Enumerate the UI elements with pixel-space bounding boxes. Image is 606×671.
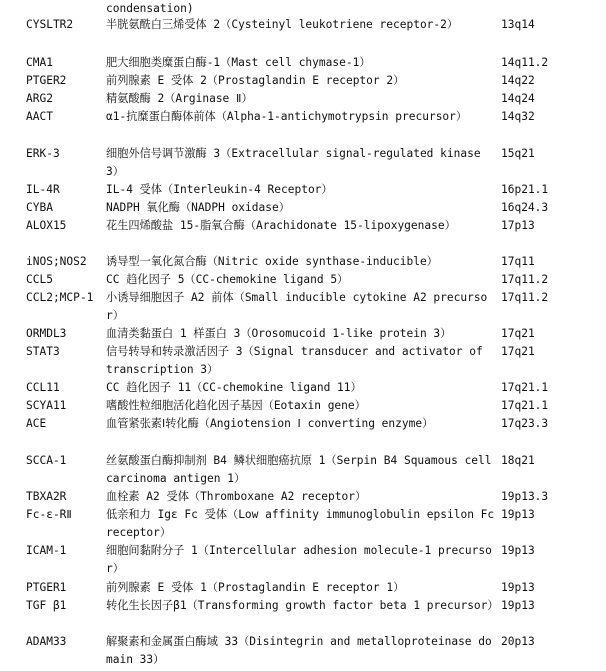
chromosome-location: 13q14: [501, 18, 535, 31]
chromosome-location: 15q21: [501, 147, 535, 160]
chromosome-location: 14q24: [501, 92, 535, 105]
chromosome-location: 14q32: [501, 110, 535, 123]
gene-symbol: Fc-ε-RⅡ: [26, 508, 72, 521]
gene-symbol: PTGER2: [26, 74, 67, 87]
gene-description: 低亲和力 Igε Fc 受体（Low affinity immunoglobulin epsilon Fc receptor）: [106, 508, 501, 539]
gene-description: NADPH 氧化酶（NADPH oxidase）: [106, 201, 290, 214]
gene-description: 血管紧张素Ⅰ转化酶（Angiotension Ⅰ converting enzyme）: [106, 417, 434, 430]
gene-description: 前列腺素 E 受体 1（Prostaglandin E receptor 1）: [106, 581, 405, 594]
chromosome-location: 18q21: [501, 454, 535, 467]
gene-description: 转化生长因子β1（Transforming growth factor beta 1 precursor）: [106, 599, 499, 612]
chromosome-location: 19p13.3: [501, 490, 549, 503]
gene-description: 诱导型一氧化氮合酶（Nitric oxide synthase-inducible）: [106, 255, 438, 268]
gene-description: 花生四烯酸盐 15-脂氧合酶（Arachidonate 15-lipoxygenase）: [106, 219, 456, 232]
chromosome-location: 17q11: [501, 255, 535, 268]
gene-symbol: ADAM33: [26, 635, 67, 648]
gene-symbol: ACE: [26, 417, 47, 430]
gene-description: 小诱导细胞因子 A2 前体（Small inducible cytokine A2 precursor）: [106, 291, 488, 322]
chromosome-location: 17q21.1: [501, 399, 549, 412]
gene-symbol: TBXA2R: [26, 490, 67, 503]
gene-symbol: AACT: [26, 110, 53, 123]
gene-symbol: CCL11: [26, 381, 60, 394]
gene-description: 肥大细胞类糜蛋白酶-1（Mast cell chymase-1）: [106, 56, 371, 69]
chromosome-location: 17q21.1: [501, 381, 549, 394]
gene-symbol: ERK-3: [26, 147, 60, 160]
chromosome-location: 19p13: [501, 508, 535, 521]
chromosome-location: 19p13: [501, 581, 535, 594]
gene-description: CC 趋化因子 5（CC-chemokine ligand 5）: [106, 273, 349, 286]
chromosome-location: 19p13: [501, 599, 535, 612]
chromosome-location: 14q22: [501, 74, 535, 87]
gene-symbol: CYBA: [26, 201, 53, 214]
gene-description: IL-4 受体（Interleukin-4 Receptor）: [106, 183, 333, 196]
gene-description: α1-抗糜蛋白酶体前体（Alpha-1-antichymotrypsin precursor）: [106, 110, 468, 123]
gene-symbol: ICAM-1: [26, 544, 67, 557]
chromosome-location: 14q11.2: [501, 56, 549, 69]
chromosome-location: 16q24.3: [501, 201, 549, 214]
gene-description: 解聚素和金属蛋白酶域 33（Disintegrin and metalloproteinase domain 33）: [106, 635, 492, 666]
gene-description: 血栓素 A2 受体（Thromboxane A2 receptor）: [106, 490, 367, 503]
gene-description: 丝氨酸蛋白酶抑制剂 B4 鳞状细胞癌抗原 1（Serpin B4 Squamous cell carcinoma antigen 1）: [106, 454, 499, 485]
chromosome-location: 17p13: [501, 219, 535, 232]
chromosome-location: 17q23.3: [501, 417, 549, 430]
gene-symbol: SCYA11: [26, 399, 67, 412]
gene-symbol: ORMDL3: [26, 327, 67, 340]
gene-symbol: STAT3: [26, 345, 60, 358]
gene-description: condensation): [106, 2, 194, 15]
gene-description: 细胞外信号调节激酶 3（Extracellular signal-regulated kinase 3）: [106, 147, 488, 178]
chromosome-location: 17q11.2: [501, 291, 549, 304]
gene-description: CC 趋化因子 11（CC-chemokine ligand 11）: [106, 381, 362, 394]
chromosome-location: 16p21.1: [501, 183, 549, 196]
chromosome-location: 17q21: [501, 327, 535, 340]
gene-description: 精氨酸酶 2（Arginase Ⅱ）: [106, 92, 253, 105]
chromosome-location: 20p13: [501, 635, 535, 648]
chromosome-location: 17q21: [501, 345, 535, 358]
gene-description: 嗜酸性粒细胞活化趋化因子基因（Eotaxin gene）: [106, 399, 366, 412]
gene-symbol: SCCA-1: [26, 454, 67, 467]
gene-symbol: CCL2;MCP-1: [26, 291, 94, 304]
gene-symbol: CMA1: [26, 56, 53, 69]
gene-symbol: CYSLTR2: [26, 18, 74, 31]
gene-symbol: PTGER1: [26, 581, 67, 594]
gene-symbol: ARG2: [26, 92, 53, 105]
gene-description: 前列腺素 E 受体 2（Prostaglandin E receptor 2）: [106, 74, 405, 87]
gene-symbol: ALOX15: [26, 219, 67, 232]
gene-symbol: iNOS;NOS2: [26, 255, 87, 268]
gene-description: 信号转导和转录激活因子 3（Signal transducer and activator of transcription 3）: [106, 345, 490, 376]
gene-symbol: TGF β1: [26, 599, 67, 612]
gene-symbol: IL-4R: [26, 183, 60, 196]
gene-description: 细胞间黏附分子 1（Intercellular adhesion molecule-1 precursor）: [106, 544, 492, 575]
chromosome-location: 17q11.2: [501, 273, 549, 286]
gene-symbol: CCL5: [26, 273, 53, 286]
gene-description: 半胱氨酰白三烯受体 2（Cysteinyl leukotriene receptor-2）: [106, 18, 459, 31]
chromosome-location: 19p13: [501, 544, 535, 557]
gene-description: 血清类黏蛋白 1 样蛋白 3（Orosomucoid 1-like protein 3）: [106, 327, 452, 340]
